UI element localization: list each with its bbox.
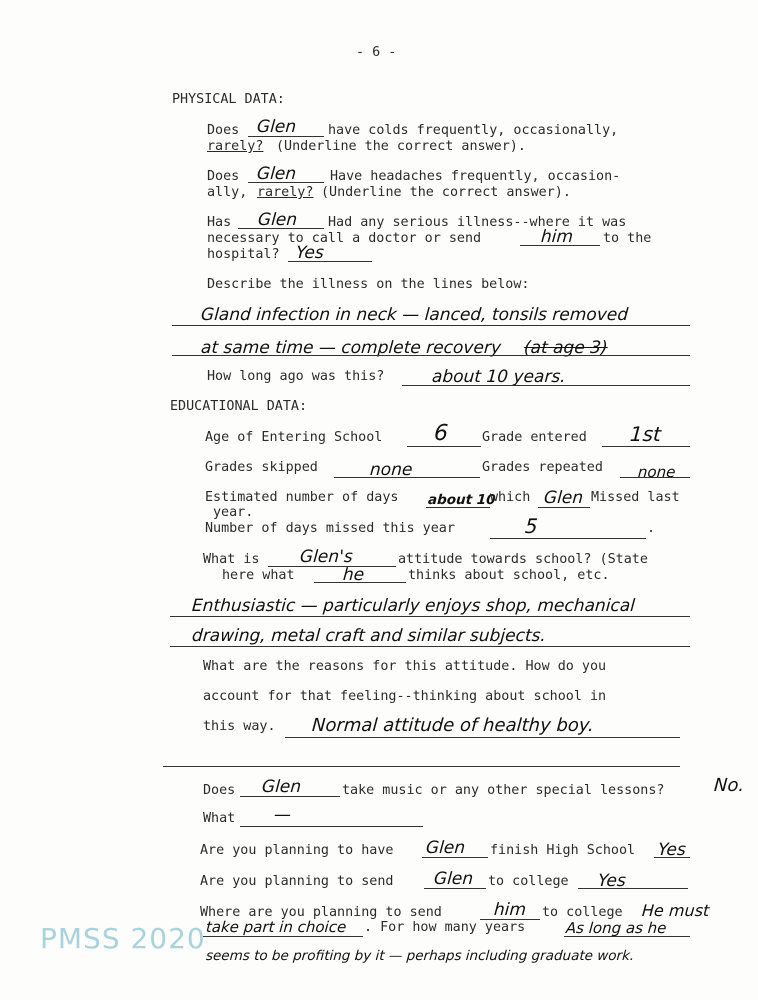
colds-text: have colds frequently, occasionally, — [328, 123, 619, 138]
colds-prefix: Does — [207, 123, 240, 138]
illness-answer-line — [288, 261, 372, 262]
reason-question-1: What are the reasons for this attitude. How do you — [203, 659, 607, 674]
music-name-line — [240, 796, 340, 797]
how-long-answer: about 10 years. — [431, 367, 567, 387]
page-number: - 6 - — [356, 45, 397, 60]
description-line-1 — [172, 325, 690, 326]
description-line-2 — [172, 355, 690, 356]
missed-answer: 5 — [524, 514, 539, 538]
attitude-prefix: What is — [203, 552, 260, 567]
reason-line-2 — [163, 766, 680, 767]
years-answer-2: seems to be profiting by it — perhaps including graduate work. — [205, 948, 635, 964]
college-answer-line — [578, 888, 688, 889]
attitude-pronoun: he — [342, 565, 365, 585]
headaches-ally: ally, — [207, 185, 248, 200]
grade-line — [602, 446, 690, 447]
reason-question-3: this way. — [203, 719, 276, 734]
college-text: to college — [488, 874, 569, 889]
estimated-name: Glen — [543, 488, 584, 508]
where-to-college: to college — [542, 905, 623, 920]
skipped-answer: none — [369, 460, 414, 480]
headaches-rarely: rarely? — [257, 185, 314, 200]
where-question: Where are you planning to send — [200, 905, 442, 920]
high-school-name: Glen — [425, 838, 466, 858]
attitude-here-what: here what — [222, 568, 295, 583]
illness-pronoun: him — [540, 227, 574, 247]
attitude-answer-2: drawing, metal craft and similar subjects. — [191, 626, 547, 646]
music-name: Glen — [261, 777, 302, 797]
attitude-line-2 — [170, 646, 690, 647]
illness-to-the: to the — [603, 231, 652, 246]
attitude-answer-1: Enthusiastic — particularly enjoys shop, mechanical — [191, 596, 636, 616]
repeated-answer: none — [637, 463, 677, 481]
illness-hospital: hospital? — [207, 247, 280, 262]
illness-description-struck: (at age 3) — [523, 338, 609, 358]
music-text: take music or any other special lessons? — [342, 783, 665, 798]
colds-name: Glen — [256, 117, 297, 137]
colds-rarely: rarely? — [207, 139, 264, 154]
years-answer-line — [564, 936, 690, 937]
attitude-name: Glen's — [299, 547, 354, 567]
college-name-line — [424, 888, 486, 889]
repeated-line — [620, 477, 690, 478]
estimated-question: Estimated number of days — [205, 490, 399, 505]
estimated-year: year. — [213, 505, 254, 520]
where-answer: He must — [641, 901, 710, 920]
repeated-question: Grades repeated — [482, 460, 603, 475]
where-answer-2: take part in choice — [205, 918, 347, 936]
attitude-pronoun-line — [314, 582, 406, 583]
high-school-question: Are you planning to have — [200, 843, 394, 858]
high-school-answer: Yes — [657, 840, 687, 860]
illness-name: Glen — [257, 210, 298, 230]
music-answer: No. — [713, 775, 745, 796]
how-long-line — [402, 385, 690, 386]
headaches-instruction: (Underline the correct answer). — [321, 185, 571, 200]
attitude-text: attitude towards school? (State — [398, 552, 648, 567]
missed-line — [490, 538, 646, 539]
grade-answer: 1st — [629, 422, 662, 446]
colds-instruction: (Underline the correct answer). — [276, 139, 526, 154]
physical-heading: PHYSICAL DATA: — [172, 92, 285, 107]
age-line — [407, 446, 481, 447]
missed-question: Number of days missed this year — [205, 521, 455, 536]
estimated-line — [426, 507, 490, 508]
skipped-question: Grades skipped — [205, 460, 318, 475]
missed-period: . — [647, 521, 656, 536]
college-question: Are you planning to send — [200, 874, 394, 889]
headaches-name-line — [248, 182, 324, 183]
high-school-name-line — [422, 857, 488, 858]
illness-pronoun-line — [520, 245, 600, 246]
what-answer: — — [273, 805, 292, 825]
high-school-answer-line — [654, 857, 690, 858]
colds-name-line — [248, 136, 324, 137]
illness-call-doctor: necessary to call a doctor or send — [207, 231, 482, 246]
age-question: Age of Entering School — [205, 430, 383, 445]
attitude-name-line — [268, 566, 396, 567]
where-pronoun: him — [493, 900, 527, 920]
years-answer: As long as he — [565, 919, 668, 937]
illness-answer: Yes — [295, 243, 325, 263]
attitude-thinks: thinks about school, etc. — [408, 568, 610, 583]
music-prefix: Does — [203, 783, 236, 798]
reason-line — [285, 737, 680, 738]
headaches-prefix: Does — [207, 169, 240, 184]
grade-question: Grade entered — [482, 430, 587, 445]
skipped-line — [334, 477, 480, 478]
describe-prompt: Describe the illness on the lines below: — [207, 277, 530, 292]
estimated-name-line — [538, 507, 590, 508]
years-question: . For how many years — [364, 920, 526, 935]
illness-text: Had any serious illness--where it was — [328, 215, 627, 230]
age-answer: 6 — [433, 421, 449, 446]
what-line — [240, 826, 423, 827]
headaches-text: Have headaches frequently, occasion- — [330, 169, 621, 184]
college-name: Glen — [433, 869, 474, 889]
illness-name-line — [238, 228, 324, 229]
how-long-question: How long ago was this? — [207, 369, 385, 384]
reason-answer: Normal attitude of healthy boy. — [311, 715, 595, 736]
estimated-missed-last: Missed last — [591, 490, 680, 505]
education-heading: EDUCATIONAL DATA: — [170, 399, 308, 414]
college-answer: Yes — [597, 871, 627, 891]
watermark: PMSS 2020 — [40, 922, 206, 955]
what-question: What — [203, 811, 236, 826]
reason-question-2: account for that feeling--thinking about school in — [203, 689, 607, 704]
illness-description-1: Gland infection in neck — lanced, tonsils removed — [200, 305, 629, 325]
where-answer-line — [203, 936, 363, 937]
high-school-text: finish High School — [490, 843, 636, 858]
estimated-which: which — [490, 490, 531, 505]
attitude-line-1 — [170, 616, 690, 617]
estimated-answer: about 10 — [427, 492, 497, 508]
illness-prefix: Has — [207, 215, 232, 230]
illness-description-2: at same time — complete recovery — [200, 338, 502, 358]
headaches-name: Glen — [256, 164, 297, 184]
